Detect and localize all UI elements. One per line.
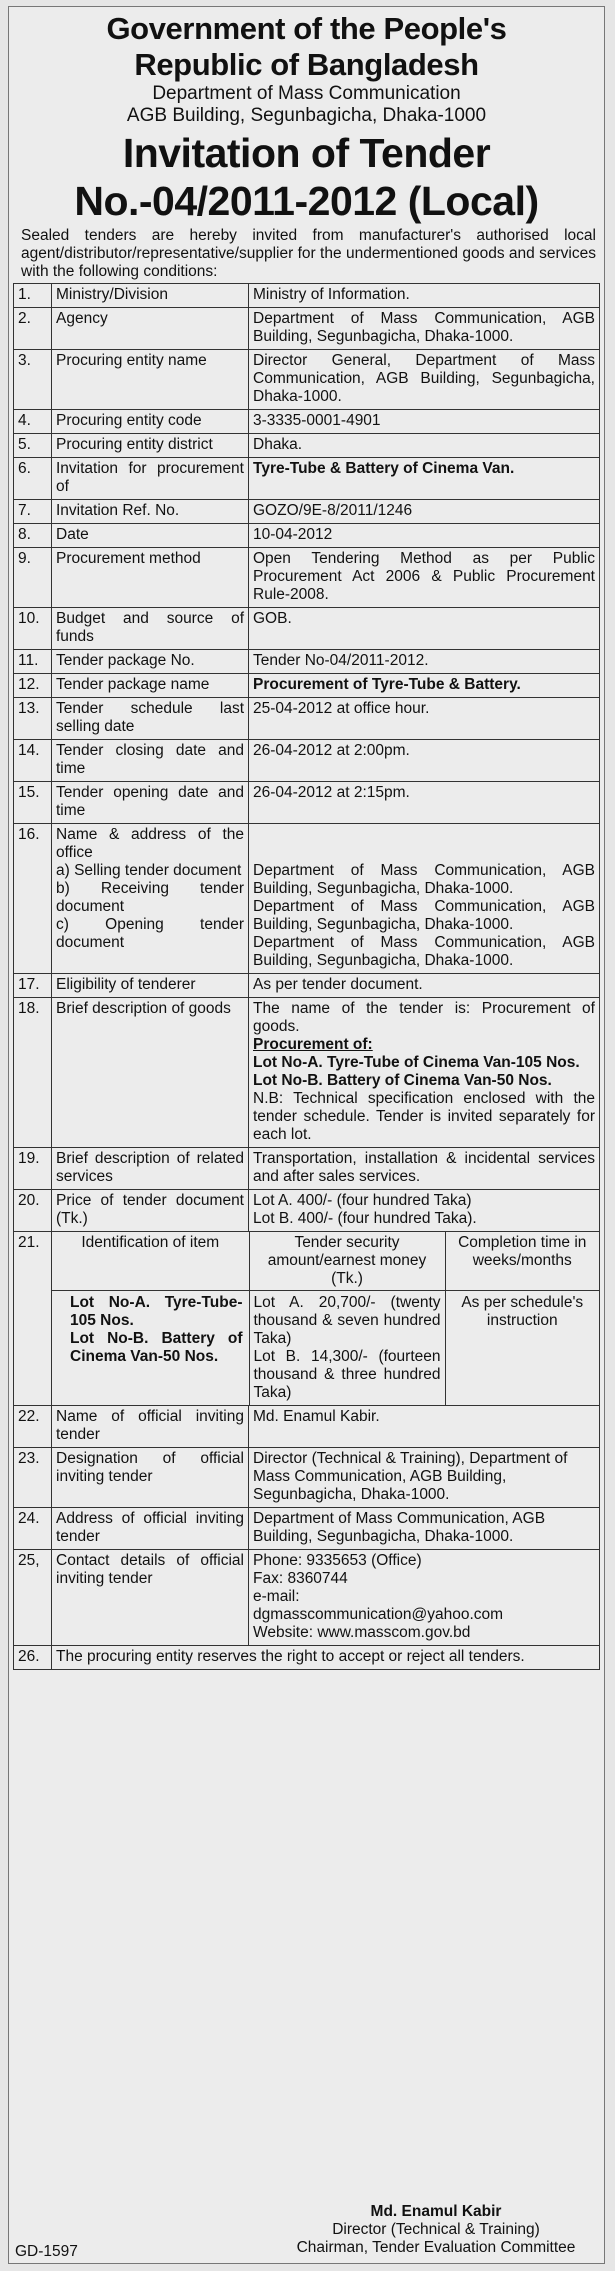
signatory-role: Chairman, Tender Evaluation Committee [296, 2239, 576, 2256]
row-number: 21. [14, 1232, 52, 1406]
row16-label: Name & address of the office [56, 826, 244, 861]
tender-notice [8, 6, 605, 2264]
row-value: GOB. [249, 608, 600, 650]
table-row [14, 434, 600, 458]
signature-block [286, 2203, 586, 2257]
gd-code: GD-1597 [15, 2243, 78, 2260]
row-number: 11. [14, 650, 52, 674]
government-line: Government of the People's [106, 11, 507, 46]
row-label: Designation of official inviting tender [52, 1448, 249, 1508]
row-label: Contact details of official inviting tender [52, 1550, 249, 1646]
row-value: 10-04-2012 [249, 524, 600, 548]
row-label: Invitation Ref. No. [52, 500, 249, 524]
intro-paragraph: Sealed tenders are hereby invited from manufacturer's authorised local agent/distributor/representative/supplier for the undermentioned goods and services with the following conditions: [21, 227, 596, 280]
department-line: Department of Mass Communication [152, 83, 461, 104]
row-label: Tender schedule last selling date [52, 698, 249, 740]
row-number: 18. [14, 998, 52, 1148]
row-number: 24. [14, 1508, 52, 1550]
row-value [249, 998, 600, 1148]
row21-subtable-cell [52, 1232, 600, 1406]
row-value: As per tender document. [249, 974, 600, 998]
table-row [14, 740, 600, 782]
contact-email-label: e-mail: [253, 1588, 300, 1605]
conditions-table [13, 283, 600, 1670]
table-row [14, 1190, 600, 1232]
row-label: Brief description of related services [52, 1148, 249, 1190]
row-value: 26-04-2012 at 2:00pm. [249, 740, 600, 782]
table-row [14, 284, 600, 308]
contact-phone: Phone: 9335653 (Office) [253, 1552, 422, 1569]
row-number: 26. [14, 1646, 52, 1670]
row-label: Tender package No. [52, 650, 249, 674]
row16-c-label: c) Opening tender document [56, 916, 244, 951]
contact-email: dgmasscommunication@yahoo.com [253, 1606, 504, 1623]
row-value: Director General, Department of Mass Communication, AGB Building, Segunbagicha, Dhaka-1000. [249, 350, 600, 410]
row16-a-label: a) Selling tender document [56, 862, 242, 879]
row-number: 7. [14, 500, 52, 524]
row-label: Tender closing date and time [52, 740, 249, 782]
row-value: 3-3335-0001-4901 [249, 410, 600, 434]
table-row [14, 458, 600, 500]
row20-lot-a-price: Lot A. 400/- (four hundred Taka) [253, 1192, 472, 1209]
row18-heading: Procurement of: [253, 1036, 373, 1053]
table-row [14, 350, 600, 410]
row21-item-a: Lot No-A. Tyre-Tube-105 Nos. [70, 1294, 243, 1329]
row-value: Department of Mass Communication, AGB Building, Segunbagicha, Dhaka-1000. [249, 1508, 600, 1550]
row-label: Ministry/Division [52, 284, 249, 308]
row-number: 14. [14, 740, 52, 782]
row16-a-value: Department of Mass Communication, AGB Building, Segunbagicha, Dhaka-1000. [253, 862, 595, 897]
contact-fax: Fax: 8360744 [253, 1570, 348, 1587]
table-row [14, 410, 600, 434]
signatory-name: Md. Enamul Kabir [370, 2203, 502, 2220]
table-row [14, 1646, 600, 1670]
row-value: Director (Technical & Training), Department of Mass Communication, AGB Building, Segunbagicha, Dhaka-1000. [249, 1448, 600, 1508]
row-label: Price of tender document (Tk.) [52, 1190, 249, 1232]
row18-lot-b: Lot No-B. Battery of Cinema Van-50 Nos. [253, 1072, 552, 1089]
table-row [14, 674, 600, 698]
row-label: Procuring entity code [52, 410, 249, 434]
signatory-title: Director (Technical & Training) [332, 2221, 540, 2238]
row-value: Tender No-04/2011-2012. [249, 650, 600, 674]
row20-lot-b-price: Lot B. 400/- (four hundred Taka). [253, 1210, 477, 1227]
row-number: 25, [14, 1550, 52, 1646]
address-line: AGB Building, Segunbagicha, Dhaka-1000 [126, 105, 487, 126]
row16-c-value: Department of Mass Communication, AGB Building, Segunbagicha, Dhaka-1000. [253, 934, 595, 969]
notice-number: No.-04/2011-2012 (Local) [74, 178, 539, 224]
row-value [249, 824, 600, 974]
row-label: Procuring entity district [52, 434, 249, 458]
row-value: GOZO/9E-8/2011/1246 [249, 500, 600, 524]
row-value: Transportation, installation & incidental services and after sales services. [249, 1148, 600, 1190]
row-value: Open Tendering Method as per Public Procurement Act 2006 & Public Procurement Rule-2008. [249, 548, 600, 608]
row-label: Tender package name [52, 674, 249, 698]
row21-item-b: Lot No-B. Battery of Cinema Van-50 Nos. [70, 1330, 243, 1365]
row-number: 6. [14, 458, 52, 500]
row21-items [52, 1291, 249, 1406]
row-value: 26-04-2012 at 2:15pm. [249, 782, 600, 824]
row21-header-time: Completion time in weeks/months [445, 1232, 599, 1291]
table-row [14, 650, 600, 674]
row-value: Md. Enamul Kabir. [249, 1406, 600, 1448]
row-number: 20. [14, 1190, 52, 1232]
row-number: 13. [14, 698, 52, 740]
row-number: 9. [14, 548, 52, 608]
table-row [14, 782, 600, 824]
row-number: 16. [14, 824, 52, 974]
row-value: 25-04-2012 at office hour. [249, 698, 600, 740]
table-row [14, 1508, 600, 1550]
table-row [14, 500, 600, 524]
row-label: Brief description of goods [52, 998, 249, 1148]
row-label: Procuring entity name [52, 350, 249, 410]
row-number: 4. [14, 410, 52, 434]
row18-note: N.B: Technical specification enclosed with the tender schedule. Tender is invited separately for each lot. [253, 1090, 595, 1143]
row-number: 2. [14, 308, 52, 350]
row-number: 17. [14, 974, 52, 998]
row-value: Ministry of Information. [249, 284, 600, 308]
row-number: 15. [14, 782, 52, 824]
republic-line: Republic of Bangladesh [134, 47, 479, 82]
row-number: 22. [14, 1406, 52, 1448]
table-row [14, 548, 600, 608]
row-label: Eligibility of tenderer [52, 974, 249, 998]
table-row [14, 824, 600, 974]
row16-b-value: Department of Mass Communication, AGB Building, Segunbagicha, Dhaka-1000. [253, 898, 595, 933]
row-number: 12. [14, 674, 52, 698]
row21-header-item: Identification of item [52, 1232, 249, 1291]
row-number: 10. [14, 608, 52, 650]
table-row [14, 608, 600, 650]
table-row [14, 308, 600, 350]
row-label: Budget and source of funds [52, 608, 249, 650]
row-label: Tender opening date and time [52, 782, 249, 824]
row-number: 19. [14, 1148, 52, 1190]
row21-security-b: Lot B. 14,300/- (fourteen thousand & three hundred Taka) [253, 1348, 441, 1401]
row21-security-a: Lot A. 20,700/- (twenty thousand & seven hundred Taka) [253, 1294, 441, 1347]
row-value: Procurement of Tyre-Tube & Battery. [249, 674, 600, 698]
table-row [14, 1406, 600, 1448]
row-number: 23. [14, 1448, 52, 1508]
table-row [14, 1550, 600, 1646]
table-row [14, 524, 600, 548]
row-label: Procurement method [52, 548, 249, 608]
row21-time: As per schedule's instruction [461, 1294, 584, 1329]
row-number: 3. [14, 350, 52, 410]
row21-subtable [52, 1232, 599, 1405]
table-row [14, 974, 600, 998]
row21-header-security: Tender security amount/earnest money (Tk.) [249, 1232, 445, 1291]
table-row [14, 1148, 600, 1190]
row-label [52, 824, 249, 974]
row18-lot-a: Lot No-A. Tyre-Tube of Cinema Van-105 Nos. [253, 1054, 580, 1071]
table-row [14, 1448, 600, 1508]
table-row [14, 698, 600, 740]
contact-website: Website: www.masscom.gov.bd [253, 1624, 471, 1641]
row16-b-label: b) Receiving tender document [56, 880, 244, 915]
row-value [249, 1190, 600, 1232]
row-label: Name of official inviting tender [52, 1406, 249, 1448]
row-number: 5. [14, 434, 52, 458]
row-number: 8. [14, 524, 52, 548]
row-label: Agency [52, 308, 249, 350]
row-label: Date [52, 524, 249, 548]
row-label: Invitation for procurement of [52, 458, 249, 500]
row-value [249, 1550, 600, 1646]
row-number: 1. [14, 284, 52, 308]
row-value: Tyre-Tube & Battery of Cinema Van. [249, 458, 600, 500]
notice-header [9, 11, 604, 225]
table-row [14, 1232, 600, 1406]
row-value: Department of Mass Communication, AGB Building, Segunbagicha, Dhaka-1000. [249, 308, 600, 350]
row-value: The procuring entity reserves the right to accept or reject all tenders. [52, 1646, 600, 1670]
row-value: Dhaka. [249, 434, 600, 458]
row18-intro: The name of the tender is: Procurement of goods. [253, 1000, 595, 1035]
table-row [14, 998, 600, 1148]
row21-security [249, 1291, 445, 1406]
row-label: Address of official inviting tender [52, 1508, 249, 1550]
notice-title: Invitation of Tender [122, 130, 491, 176]
